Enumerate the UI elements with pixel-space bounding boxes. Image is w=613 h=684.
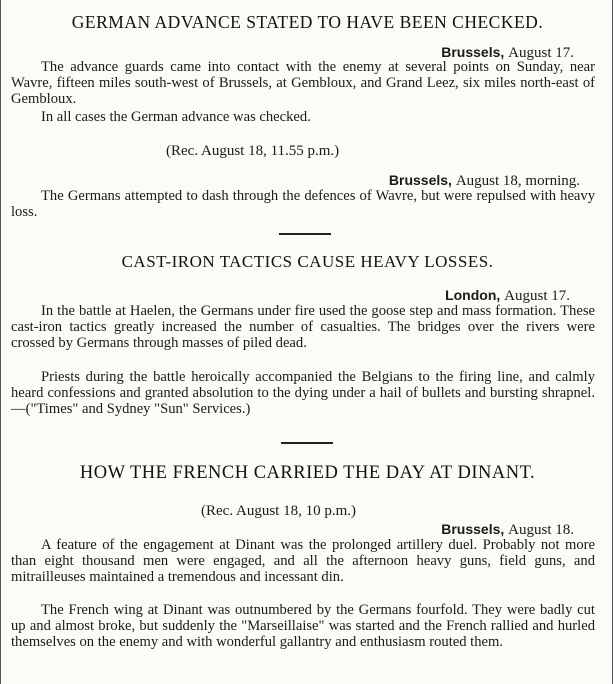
paragraph-wavre-defences: The Germans attempted to dash through the defences of Wavre, but were repulsed with heavy loss. bbox=[11, 188, 595, 220]
dateline-place: Brussels bbox=[441, 44, 501, 60]
paragraph-priests: Priests during the battle heroically accompanied the Belgians to the firing line, and calmly heard confessions and granted absolution to the dying under a hail of bullets and bursting shrapnel.—("Times" and Sydney "Sun" Services.) bbox=[11, 369, 595, 417]
dateline-brussels-aug18: Brussels, August 18. bbox=[441, 521, 574, 538]
dateline-london-aug17: London, August 17. bbox=[445, 287, 570, 304]
paragraph-artillery-duel: A feature of the engagement at Dinant was the prolonged artillery duel. Probably not more than eight thousand men were engaged, and all the afternoon heavy guns, field guns, and mitrailleuses maintained a tremendous and incessant din. bbox=[11, 537, 595, 585]
dateline-date: August 18. bbox=[508, 522, 574, 538]
dateline-date: August 17. bbox=[508, 45, 574, 61]
dateline-place: Brussels bbox=[388, 172, 449, 188]
paragraph-advance-guards: The advance guards came into contact with the enemy at several points on Sunday, near Wavre, fifteen miles south-west of Brussels, at Gembloux, and Grand Leez, six miles north-east of Gembloux. bbox=[11, 59, 595, 107]
dateline-brussels-aug18-morning: Brussels, August 18, morning. bbox=[388, 172, 580, 189]
dateline-place: London bbox=[445, 287, 497, 303]
received-note-1155pm: (Rec. August 18, 11.55 p.m.) bbox=[166, 143, 340, 159]
headline-french-dinant: HOW THE FRENCH CARRIED THE DAY AT DINANT. bbox=[79, 463, 536, 483]
section-divider bbox=[279, 233, 331, 235]
headline-cast-iron-tactics: CAST-IRON TACTICS CAUSE HEAVY LOSSES. bbox=[121, 252, 494, 271]
headline-german-advance: GERMAN ADVANCE STATED TO HAVE BEEN CHECKED. bbox=[71, 12, 544, 32]
dateline-date: August 18, morning. bbox=[455, 173, 580, 189]
section-divider bbox=[281, 442, 333, 444]
paragraph-advance-checked: In all cases the German advance was checked. bbox=[41, 109, 311, 125]
dateline-place: Brussels bbox=[441, 521, 501, 537]
paragraph-marseillaise: The French wing at Dinant was outnumbered by the Germans fourfold. They were badly cut up and almost broke, but suddenly the "Marseillaise" was started and the French rallied and hurled themselves on the enemy and with wonderful gallantry and enthusiasm routed them. bbox=[11, 602, 595, 650]
dateline-brussels-aug17: Brussels, August 17. bbox=[441, 44, 574, 61]
received-note-10pm: (Rec. August 18, 10 p.m.) bbox=[201, 503, 356, 519]
paragraph-haelen-battle: In the battle at Haelen, the Germans under fire used the goose step and mass formation. These cast-iron tactics greatly increased the number of casualties. The bridges over the rivers were crossed by Germans through masses of piled dead. bbox=[11, 303, 595, 351]
dateline-date: August 17. bbox=[504, 288, 570, 304]
